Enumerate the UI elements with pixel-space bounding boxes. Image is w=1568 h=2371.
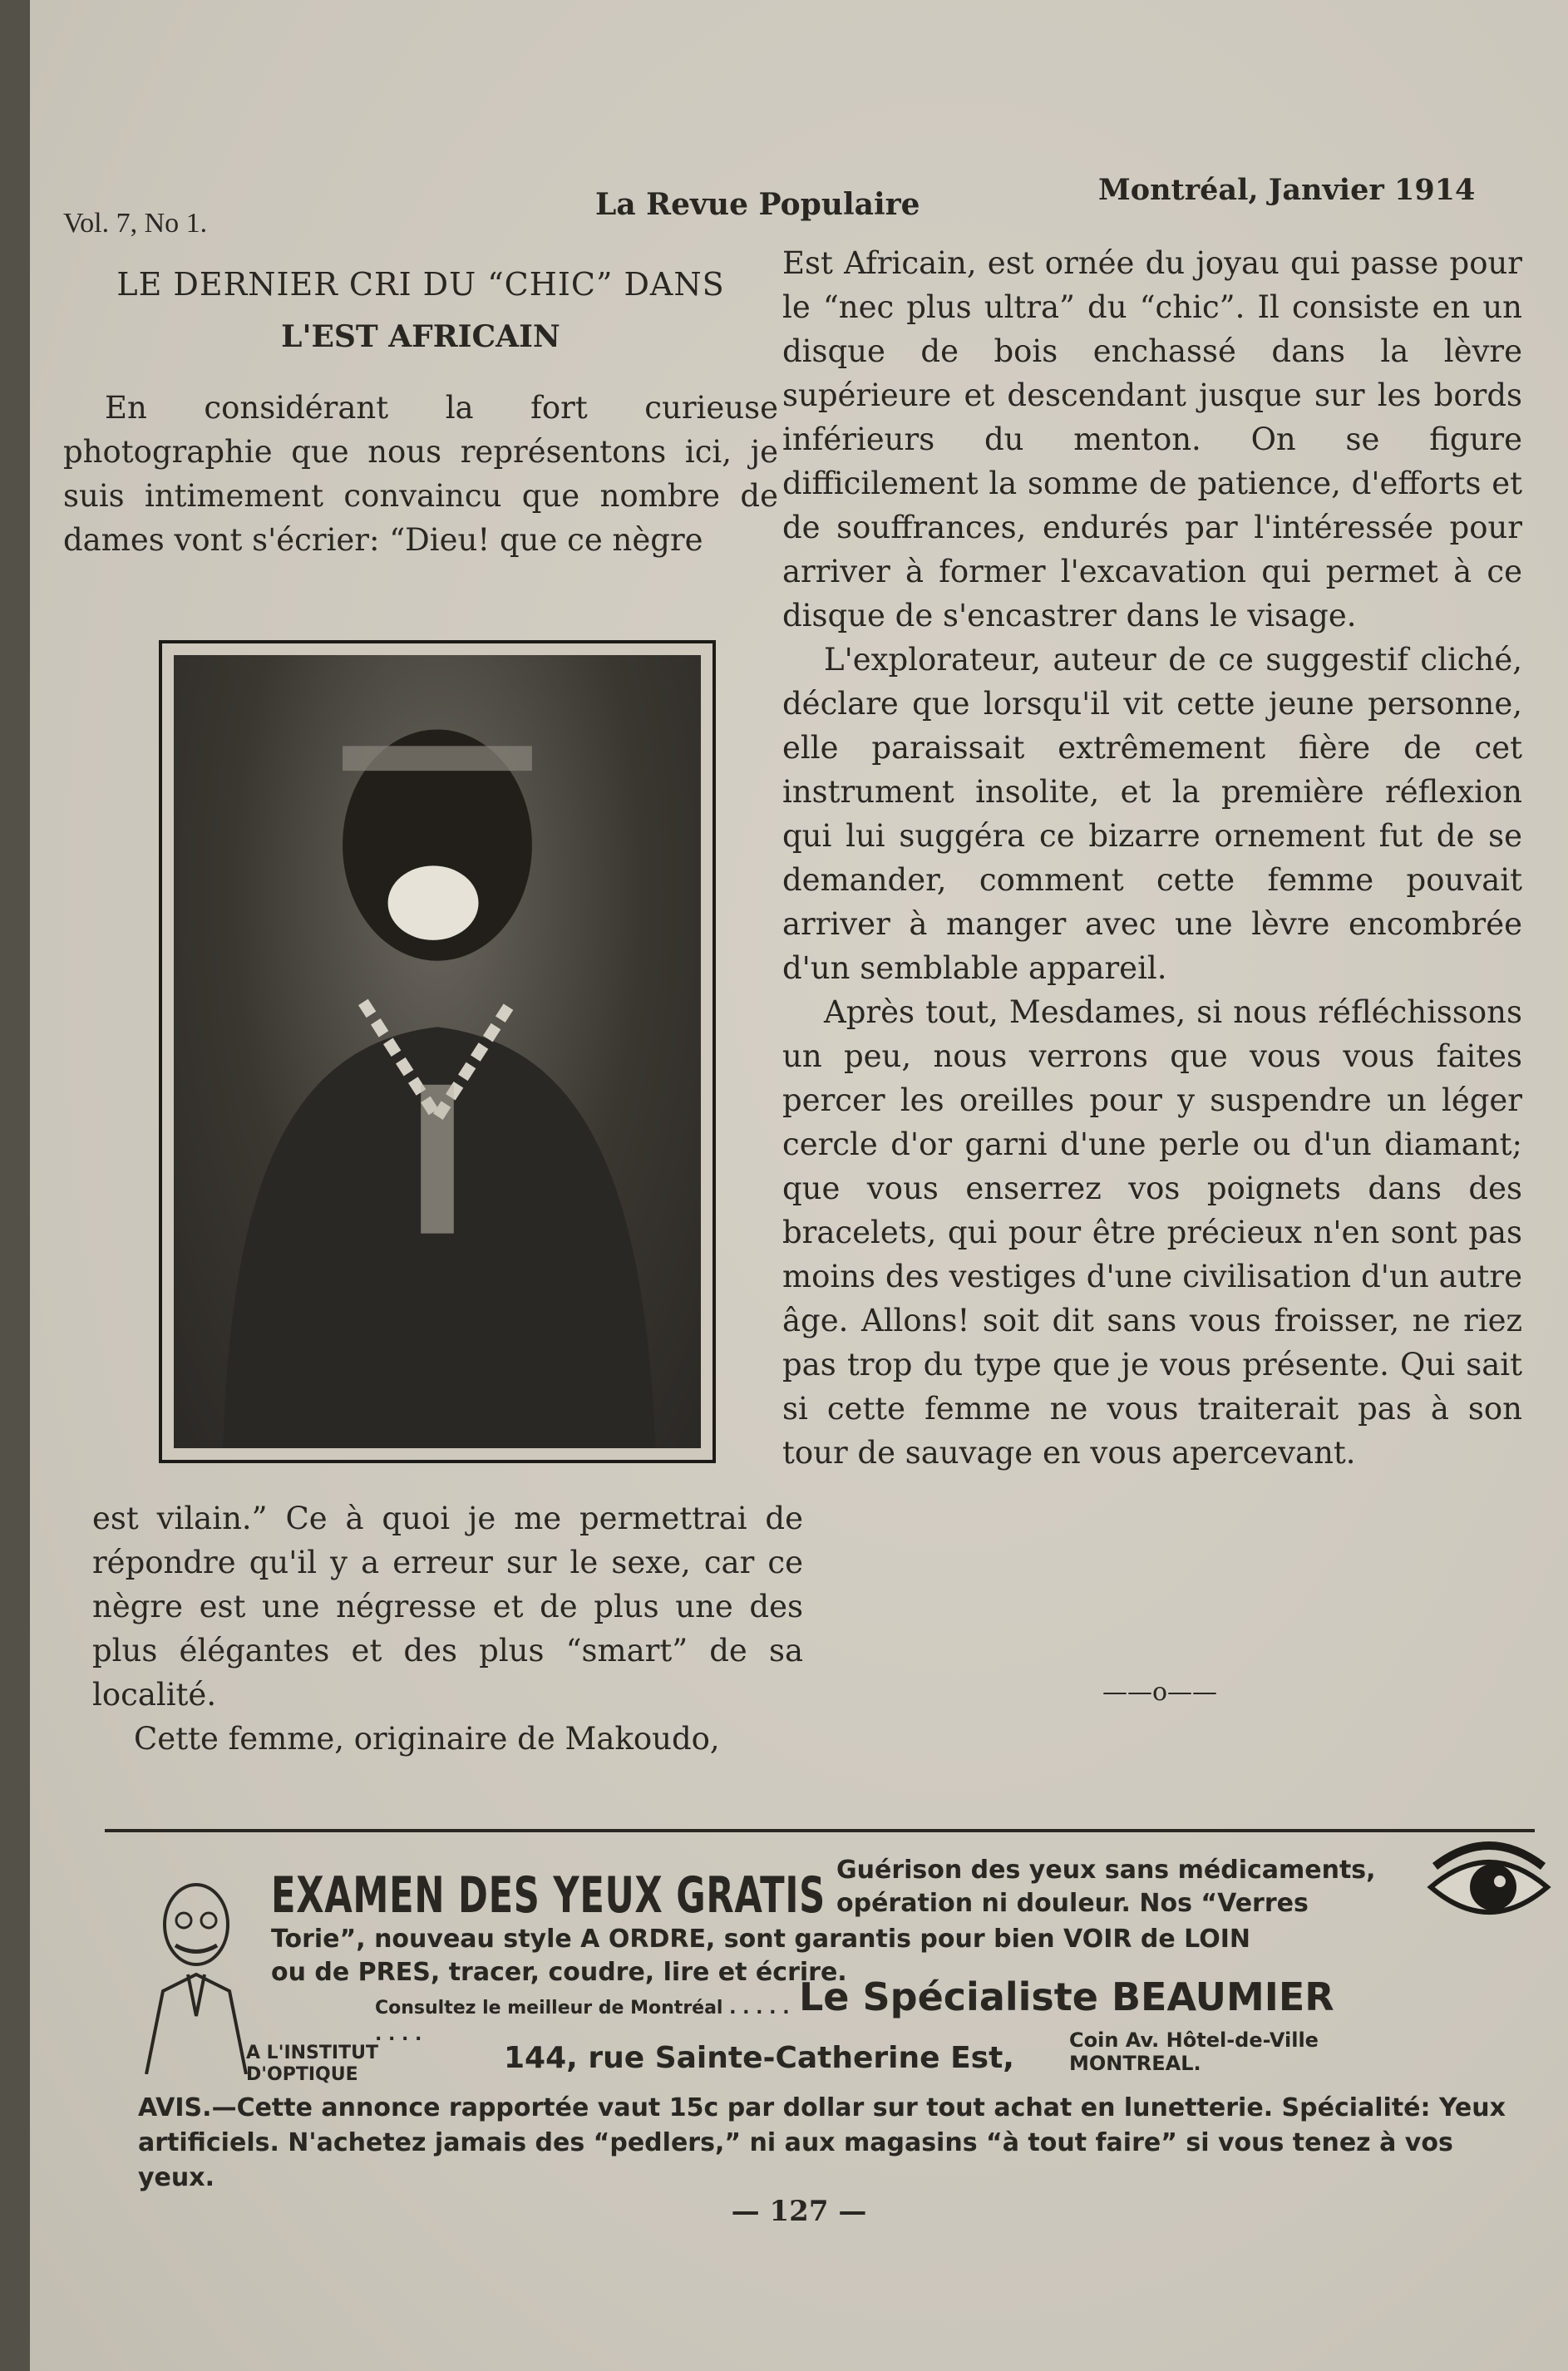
- left-column: [63, 266, 778, 562]
- magazine-page: [30, 0, 1568, 2371]
- magazine-title: La Revue Populaire: [595, 187, 920, 222]
- eye-icon: [1427, 1841, 1551, 1933]
- article-paragraph: L'explorateur, auteur de ce suggestif cliché, déclare que lorsqu'il vit cette jeune personne, elle paraissait extrêmement fière de cet instrument insolite, et la première réflexion qui lui suggéra ce bizarre ornement fut de se demander, comment cette femme pouvait arriver à manger avec une lèvre encombrée d'un semblable appareil.: [782, 642, 1522, 986]
- right-column: [782, 241, 1522, 1475]
- article-subhead: L'EST AFRICAIN: [281, 318, 560, 354]
- ad-cure-text: Guérison des yeux sans médicaments, opération ni douleur. Nos “Verres: [836, 1856, 1376, 1918]
- issue-date: Montréal, Janvier 1914: [1098, 173, 1476, 207]
- article-headline: LE DERNIER CRI DU “CHIC” DANS: [116, 266, 725, 303]
- ad-line: Torie”, nouveau style A ORDRE, sont garantis pour bien VOIR de LOIN: [271, 1925, 1250, 1954]
- ad-title: EXAMEN DES YEUX GRATIS: [271, 1866, 826, 1925]
- article-paragraph: Après tout, Mesdames, si nous réfléchissons un peu, nous verrons que vous vous faites percer les oreilles pour y suspendre un léger cercle d'or garni d'une perle ou d'un diamant; que vous enserrez vos poignets dans des bracelets, qui pour être précieux n'en sont pas moins des vestiges d'une civilisation d'un autre âge. Allons! soit dit sans vous froisser, ne riez pas trop du type que je vous présente. Qui sait si cette femme ne vous traiterait pas à son tour de sauvage en vous apercevant.: [782, 994, 1522, 1471]
- left-column-continued: [92, 1496, 803, 1761]
- ad-consult: Consultez le meilleur de Montréal . . . . . . . . .: [375, 1998, 790, 2045]
- volume-number: Vol. 7, No 1.: [63, 208, 208, 239]
- article-paragraph: Cette femme, originaire de Makoudo,: [134, 1721, 720, 1757]
- horizontal-rule: [105, 1829, 1535, 1832]
- ad-specialist: Le Spécialiste BEAUMIER: [799, 1974, 1334, 2019]
- ad-institute: A L'INSTITUT D'OPTIQUE: [246, 2043, 378, 2085]
- portrait-illustration: [174, 655, 701, 1448]
- advertisement: [105, 1841, 1543, 2216]
- article-paragraph: Est Africain, est ornée du joyau qui passe pour le “nec plus ultra” du “chic”. Il consiste en un disque de bois enchassé dans la lèvre supérieure et descendant jusque sur les bords inférieurs du menton. On se figure difficilement la somme de patience, d'efforts et de souffrances, endurés par l'intéressée pour arriver à former l'excavation qui permet à ce disque de s'encastrer dans le visage.: [782, 245, 1522, 633]
- page-number: — 127 —: [731, 2195, 867, 2228]
- ad-corner: Coin Av. Hôtel-de-Ville MONTREAL.: [1069, 2028, 1319, 2075]
- article-photograph: [159, 640, 716, 1463]
- doctor-portrait-icon: [138, 1875, 254, 2074]
- ad-address: 144, rue Sainte-Catherine Est,: [504, 2041, 1014, 2075]
- article-paragraph: est vilain.” Ce à quoi je me permettrai de répondre qu'il y a erreur sur le sexe, car ce nègre est une négresse et de plus une des plus élégantes et des plus “smart” de sa localité.: [92, 1501, 803, 1713]
- article-intro: En considérant la fort curieuse photographie que nous représentons ici, je suis intimement convaincu que nombre de dames vont s'écrier: “Dieu! que ce nègre: [63, 389, 778, 558]
- ad-line: ou de PRES, tracer, coudre, lire et écrire.: [271, 1958, 847, 1987]
- ad-notice: AVIS.—Cette annonce rapportée vaut 15c par dollar sur tout achat en lunetterie. Spécialité: Yeux artificiels. N'achetez jamais des “pedlers,” ni aux magasins “à tout faire” si vous tenez à vos yeux.: [138, 2093, 1506, 2192]
- section-divider: ——o——: [1102, 1678, 1218, 1707]
- photo-image: [174, 655, 701, 1448]
